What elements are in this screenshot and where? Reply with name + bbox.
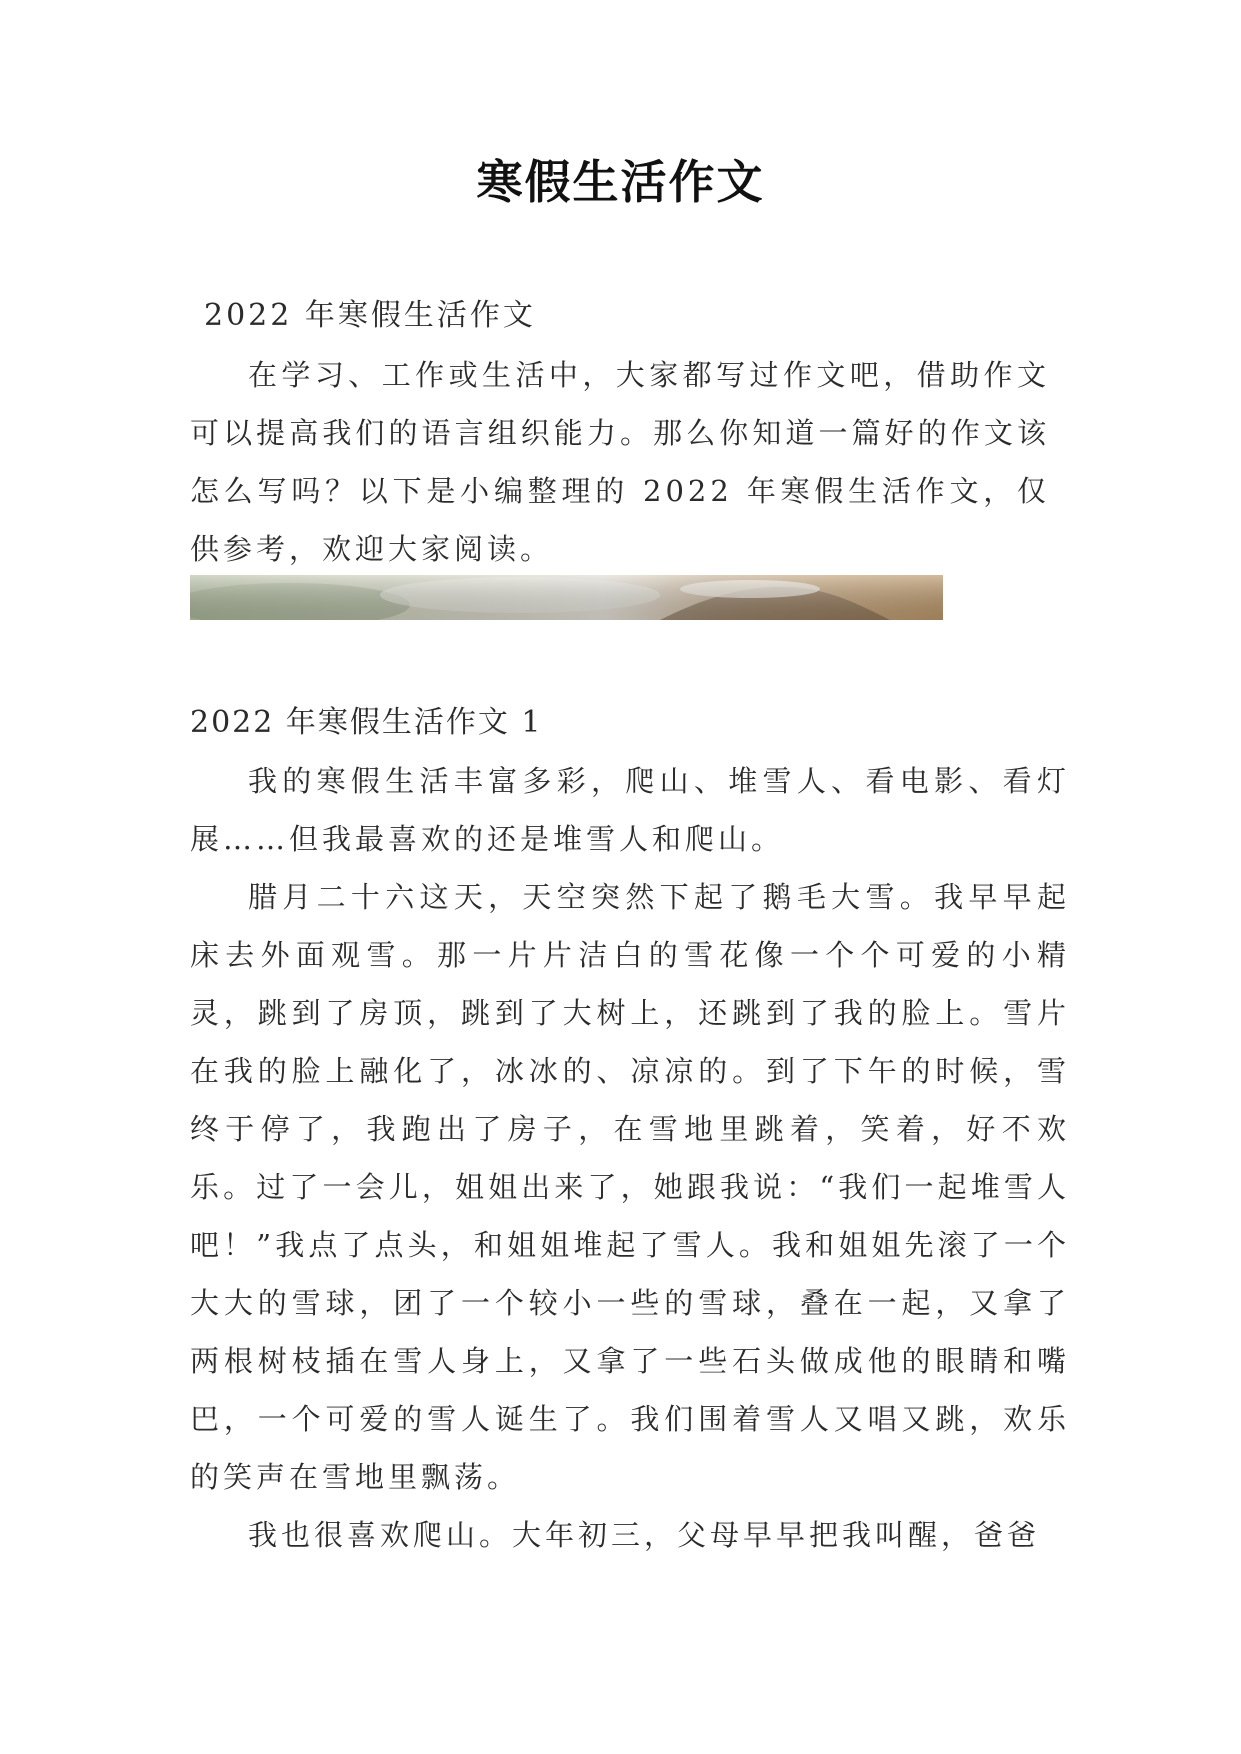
intro-paragraph: 在学习、工作或生活中，大家都写过作文吧，借助作文可以提高我们的语言组织能力。那么你知道一篇好的作文该怎么写吗？以下是小编整理的 2022 年寒假生活作文，仅供参考，欢迎大家阅读。 (190, 358, 1050, 566)
photo-image (190, 575, 943, 620)
photo-graphic (190, 575, 943, 620)
document-subtitle: 2022 年寒假生活作文 (204, 298, 536, 333)
essay-paragraph: 我也很喜欢爬山。大年初三，父母早早把我叫醒，爸爸 (248, 1518, 1041, 1552)
essay-paragraph: 我的寒假生活丰富多彩，爬山、堆雪人、看电影、看灯展……但我最喜欢的还是堆雪人和爬山。 (190, 764, 1070, 856)
section-heading: 2022 年寒假生活作文 1 (190, 705, 543, 740)
essay-body (190, 752, 1070, 1564)
document-title: 寒假生活作文 (476, 155, 765, 209)
essay-paragraph: 腊月二十六这天，天空突然下起了鹅毛大雪。我早早起床去外面观雪。那一片片洁白的雪花像一个个可爱的小精灵，跳到了房顶，跳到了大树上，还跳到了我的脸上。雪片在我的脸上融化了，冰冰的、凉凉的。到了下午的时候，雪终于停了，我跑出了房子，在雪地里跳着，笑着，好不欢乐。过了一会儿，姐姐出来了，她跟我说：“我们一起堆雪人吧！”我点了点头，和姐姐堆起了雪人。我和姐姐先滚了一个大大的雪球，团了一个较小一些的雪球，叠在一起，又拿了两根树枝插在雪人身上，又拿了一些石头做成他的眼睛和嘴巴，一个可爱的雪人诞生了。我们围着雪人又唱又跳，欢乐的笑声在雪地里飘荡。 (190, 880, 1070, 1494)
